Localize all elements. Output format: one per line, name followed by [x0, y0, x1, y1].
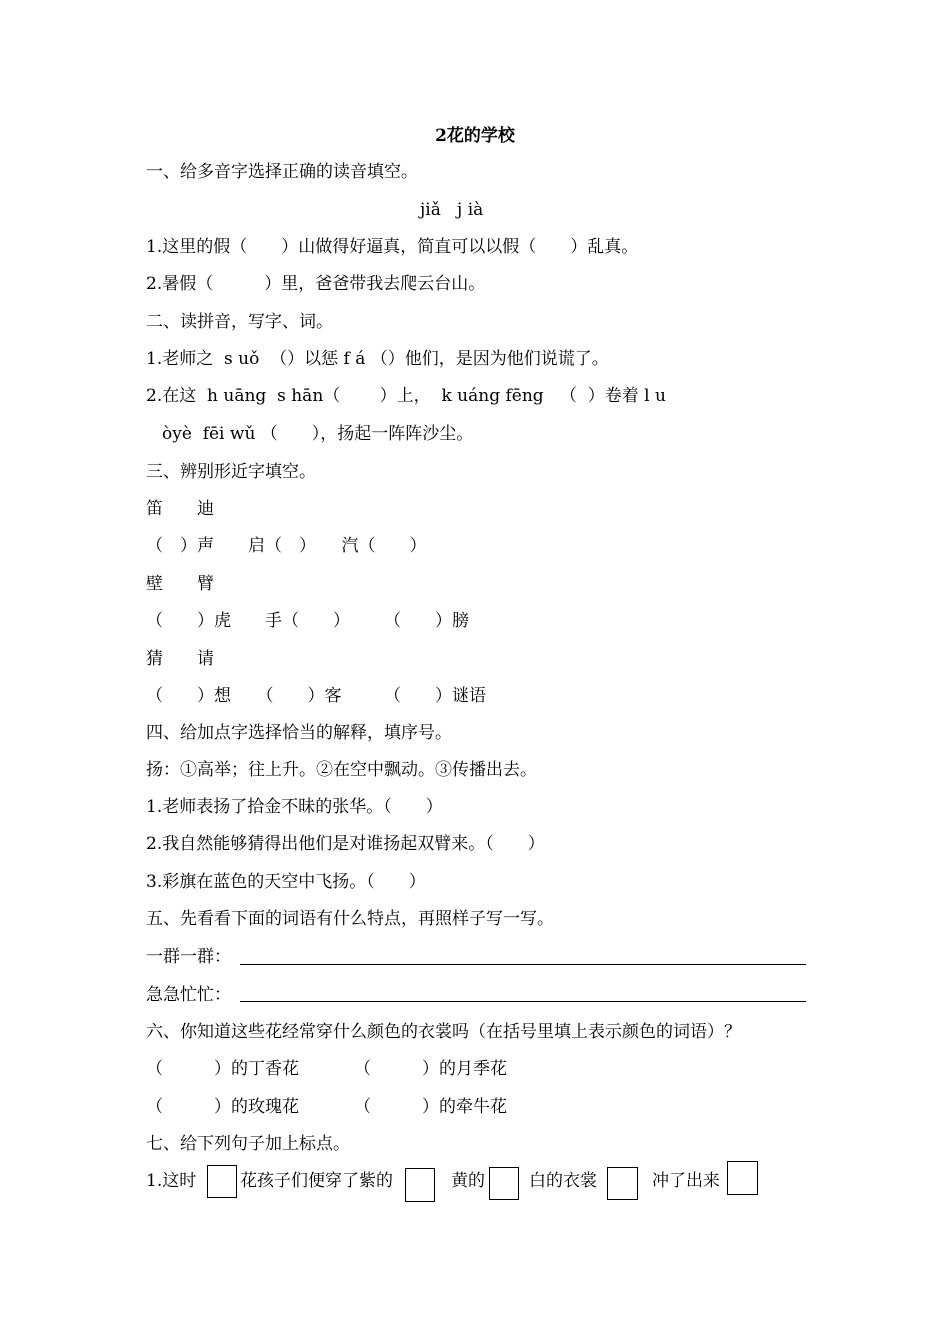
fill-row-3: （ ）想 （ ）客 （ ）谜语	[146, 686, 486, 706]
question-1-2: 2.暑假（ ）里，爸爸带我去爬云台山。	[146, 274, 486, 294]
flower-3: （ ）的玫瑰花	[146, 1097, 299, 1117]
flower-2: （ ）的月季花	[354, 1059, 507, 1079]
fill-row-1: （ ）声 启（ ） 汽（ ）	[146, 536, 427, 556]
sentence-part-3: 黄的	[451, 1171, 485, 1191]
char-pair-1: 笛 迪	[146, 499, 214, 519]
question-4-3: 3.彩旗在蓝色的天空中飞扬。（ ）	[146, 872, 426, 892]
punctuation-box-4[interactable]	[607, 1167, 638, 1200]
char-pair-2: 壁 臂	[146, 574, 214, 594]
question-2-1: 1.老师之 s uǒ （）以惩 f á （）他们，是因为他们说谎了。	[146, 349, 609, 369]
question-4-1: 1.老师表扬了拾金不昧的张华。（ ）	[146, 797, 443, 817]
item-5-1-label: 一群一群：	[146, 947, 231, 967]
item-5-2-label: 急急忙忙：	[146, 985, 231, 1005]
definitions: 扬：①高举；往上升。②在空中飘动。③传播出去。	[146, 760, 537, 780]
question-4-2: 2.我自然能够猜得出他们是对谁扬起双臂来。（ ）	[146, 834, 545, 854]
section-1-heading: 一、给多音字选择正确的读音填空。	[146, 162, 418, 182]
fill-row-2: （ ）虎 手（ ） （ ）膀	[146, 611, 469, 631]
sentence-part-5: 冲了出来	[652, 1171, 720, 1191]
section-3-heading: 三、辨别形近字填空。	[146, 462, 316, 482]
pinyin-options: jiǎ j ià	[420, 200, 484, 220]
flower-1: （ ）的丁香花	[146, 1059, 299, 1079]
section-6-heading: 六、你知道这些花经常穿什么颜色的衣裳吗（在括号里填上表示颜色的词语）？	[146, 1022, 741, 1042]
sentence-part-1: 1.这时	[146, 1171, 197, 1191]
section-4-heading: 四、给加点字选择恰当的解释，填序号。	[146, 723, 452, 743]
answer-line-2[interactable]	[240, 1001, 806, 1002]
punctuation-box-3[interactable]	[489, 1167, 519, 1200]
punctuation-box-2[interactable]	[405, 1168, 435, 1202]
question-2-2-line2: òyè fēi wǔ （ ），扬起一阵阵沙尘。	[162, 424, 474, 444]
sentence-part-2: 花孩子们便穿了紫的	[240, 1171, 393, 1191]
section-5-heading: 五、先看看下面的词语有什么特点，再照样子写一写。	[146, 909, 554, 929]
section-7-heading: 七、给下列句子加上标点。	[146, 1134, 350, 1154]
question-2-2-line1: 2.在这 h uāng s hān（ ）上， k uáng fēng （ ）卷着 l u	[146, 386, 666, 406]
flower-4: （ ）的牵牛花	[354, 1097, 507, 1117]
page-title: 2花的学校	[435, 126, 515, 146]
sentence-part-4: 白的衣裳	[529, 1171, 597, 1191]
char-pair-3: 猜 请	[146, 649, 214, 669]
section-2-heading: 二、读拼音，写字、词。	[146, 312, 333, 332]
punctuation-box-1[interactable]	[207, 1165, 237, 1198]
answer-line-1[interactable]	[240, 964, 806, 965]
punctuation-box-5[interactable]	[727, 1161, 758, 1195]
question-1-1: 1.这里的假（ ）山做得好逼真，简直可以以假（ ）乱真。	[146, 237, 639, 257]
